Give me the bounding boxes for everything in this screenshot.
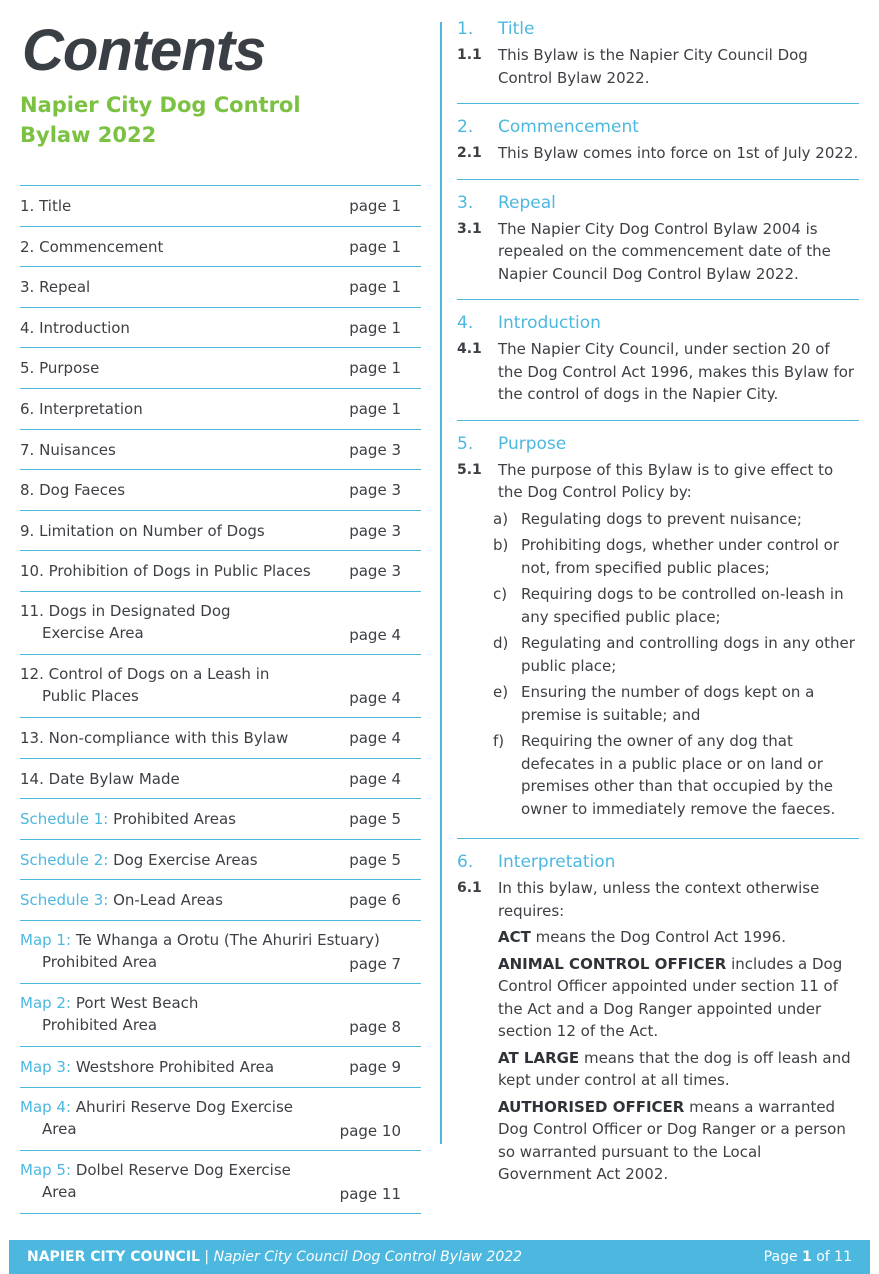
definition-term: AUTHORISED OFFICER [498, 1097, 685, 1116]
toc-entry-label: 11. Dogs in Designated Dog [20, 601, 231, 620]
toc-entry-label-cont: Prohibited Area [42, 953, 158, 972]
footer-doc-title: Napier City Council Dog Control Bylaw 2022 [213, 1249, 523, 1265]
section-heading: Purpose [498, 433, 567, 454]
toc-entry-prefix: Schedule 1: [20, 810, 109, 829]
toc-entry-page: page 4 [349, 625, 401, 644]
toc-entry-prefix: Map 3: [20, 1057, 72, 1076]
toc-entry-label: Map 2: Port West Beach [20, 993, 199, 1012]
toc-entry[interactable] [20, 1151, 421, 1214]
toc-entry-label: 6. Interpretation [20, 399, 143, 418]
contents-header [20, 18, 421, 150]
table-of-contents [20, 185, 421, 1214]
toc-entry-page: page 6 [349, 891, 401, 910]
toc-entry-page: page 7 [349, 954, 401, 973]
toc-entry-label: Schedule 1: Prohibited Areas [20, 810, 236, 829]
toc-entry-number: 8. [20, 481, 35, 500]
page-footer: NAPIER CITY COUNCIL | Napier City Council Dog Control Bylaw 2022 Page 1 of 11 [9, 1240, 870, 1274]
toc-entry-number: 9. [20, 521, 35, 540]
toc-entry[interactable] [20, 551, 421, 592]
toc-entry[interactable] [20, 984, 421, 1047]
toc-entry-label: 1. Title [20, 197, 72, 215]
toc-entry-label: 3. Repeal [20, 278, 91, 297]
toc-entry-label: Map 4: Ahuriri Reserve Dog Exercise [20, 1097, 294, 1116]
toc-entry-page: page 1 [349, 278, 401, 297]
section-commencement: 2. Commencement 2.1 This Bylaw comes into force on 1st of July 2022. [457, 114, 859, 180]
toc-entry[interactable] [20, 880, 421, 921]
toc-entry[interactable] [20, 759, 421, 800]
section-repeal: 3. Repeal 3.1 The Napier City Dog Control Bylaw 2004 is repealed on the commencement date of the Napier Council Dog Control Bylaw 2022. [457, 190, 859, 301]
toc-entry-page: page 1 [349, 359, 401, 378]
bylaw-body [457, 16, 859, 1214]
toc-entry[interactable] [20, 592, 421, 655]
toc-entry-label-cont: Exercise Area [42, 624, 144, 643]
toc-entry[interactable] [20, 470, 421, 511]
toc-entry-number: 10. [20, 562, 44, 581]
toc-entry-label: Map 1: Te Whanga a Orotu (The Ahuriri Estuary) [20, 930, 380, 949]
toc-entry[interactable] [20, 430, 421, 471]
section-heading: Title [498, 19, 535, 39]
page-title: Contents [22, 18, 266, 83]
definition-term: AT LARGE [498, 1048, 580, 1067]
toc-entry-label-cont: Public Places [42, 687, 139, 706]
toc-entry-page: page 1 [349, 318, 401, 337]
toc-entry-label: 12. Control of Dogs on a Leash in [20, 664, 270, 683]
section-purpose: 5. Purpose 5.1 The purpose of this Bylaw is to give effect to the Dog Control Policy by: a) Regulating dogs to prevent nuisance; b) Prohibiting dogs, whether under control or not, from specified public places; c) Requiring dogs to be controlled on-leash in any specified public place; d) Regulating and controlling dogs in any other public place; e) Ensuring the number of dogs kept on a premise is suitable; and f) Requiring the owner of any dog that defecates in a public place or on land or premises other than that occupied by the owner to immediately remove the faeces. [457, 431, 859, 840]
toc-entry-number: 4. [20, 318, 35, 337]
toc-entry-number: 14. [20, 769, 44, 788]
section-interpretation: 6. Interpretation 6.1 In this bylaw, unless the context otherwise requires: ACT means the Dog Control Act 1996. ANIMAL CONTROL OFFICER includes a Dog Control Officer appointed under section 11 of the Act and a Dog Ranger appointed under section 12 of the Act. AT LARGE means that the dog is off leash and kept under control at all times. AUTHORISED OFFICER means a warranted Dog Control Officer or Dog Ranger or a person so warranted pursuant to the Local Government Act 2002. [457, 849, 859, 1204]
toc-entry-page: page 8 [349, 1017, 401, 1036]
toc-entry-number: 13. [20, 728, 44, 747]
toc-entry-page: page 4 [349, 688, 401, 707]
toc-entry-page: page 1 [349, 399, 401, 418]
purpose-item: e) Ensuring the number of dogs kept on a premise is suitable; and [493, 683, 815, 724]
purpose-item: c) Requiring dogs to be controlled on-leash in any specified public place; [493, 585, 844, 626]
purpose-item: d) Regulating and controlling dogs in any other public place; [493, 634, 855, 675]
toc-entry[interactable] [20, 718, 421, 759]
toc-entry-label-cont: Prohibited Area [42, 1016, 158, 1035]
toc-entry[interactable] [20, 799, 421, 840]
purpose-item: f) Requiring the owner of any dog that defecates in a public place or on land or premises other than that occupied by the owner to immediately remove the faeces. [493, 732, 836, 818]
toc-entry-page: page 3 [349, 440, 401, 459]
section-heading: Interpretation [498, 852, 616, 872]
toc-entry-page: page 11 [339, 1184, 401, 1203]
toc-entry-number: 6. [20, 399, 35, 418]
toc-entry-label: Map 5: Dolbel Reserve Dog Exercise [20, 1160, 291, 1179]
toc-entry[interactable] [20, 308, 421, 349]
page-number: Page 1 of 11 [763, 1249, 852, 1265]
toc-entry-label: 13. Non-compliance with this Bylaw [20, 728, 289, 747]
document-subtitle: Napier City Dog Control Bylaw 2022 [20, 93, 301, 147]
toc-entry-label: 10. Prohibition of Dogs in Public Places [20, 562, 311, 581]
purpose-list [493, 508, 859, 821]
toc-entry-prefix: Map 4: [20, 1097, 72, 1116]
toc-entry-number: 12. [20, 664, 44, 683]
toc-entry-page: page 3 [349, 481, 401, 500]
definition-term: ANIMAL CONTROL OFFICER [498, 954, 727, 973]
toc-entry-number: 7. [20, 440, 35, 459]
definition: ACT means the Dog Control Act 1996. [498, 928, 786, 946]
section-title: 1. Title 1.1 This Bylaw is the Napier City Council Dog Control Bylaw 2022. [457, 16, 859, 104]
toc-entry-label: Map 3: Westshore Prohibited Area [20, 1057, 275, 1076]
toc-entry-label: 7. Nuisances [20, 440, 116, 459]
toc-entry-number: 3. [20, 278, 35, 297]
toc-entry-page: page 1 [349, 237, 401, 256]
toc-entry[interactable] [20, 921, 421, 984]
toc-entry-page: page 9 [349, 1057, 401, 1076]
toc-entry-number: 11. [20, 601, 44, 620]
toc-entry[interactable] [20, 348, 421, 389]
toc-entry-label: Schedule 3: On-Lead Areas [20, 891, 223, 910]
toc-entry[interactable] [20, 655, 421, 718]
toc-entry[interactable] [20, 227, 421, 268]
toc-entry-page: page 4 [349, 769, 401, 788]
definition: AT LARGE means that the dog is off leash and kept under control at all times. [498, 1048, 851, 1089]
column-divider [440, 22, 442, 1144]
toc-entry-page: page 4 [349, 728, 401, 747]
toc-entry[interactable] [20, 389, 421, 430]
definitions-list [457, 926, 859, 1186]
toc-entry[interactable] [20, 840, 421, 881]
definition-term: ACT [498, 928, 531, 946]
toc-entry-label-cont: Area [42, 1183, 77, 1201]
section-heading: Introduction [498, 313, 601, 333]
section-heading: Repeal [498, 192, 556, 213]
section-introduction: 4. Introduction 4.1 The Napier City Council, under section 20 of the Dog Control Act 1996, makes this Bylaw for the control of dogs in the Napier City. [457, 310, 859, 421]
purpose-item: a) Regulating dogs to prevent nuisance; [493, 509, 802, 528]
toc-entry[interactable] [20, 1088, 421, 1151]
toc-entry-prefix: Schedule 3: [20, 891, 109, 910]
section-heading: Commencement [498, 117, 639, 137]
toc-entry[interactable] [20, 267, 421, 308]
toc-entry-label: 9. Limitation on Number of Dogs [20, 521, 265, 540]
footer-org: NAPIER CITY COUNCIL [27, 1249, 200, 1265]
toc-entry-page: page 1 [349, 197, 401, 215]
toc-entry-number: 1. [20, 197, 35, 215]
toc-entry-prefix: Map 5: [20, 1160, 72, 1179]
toc-entry-page: page 5 [349, 850, 401, 869]
toc-entry-label: 5. Purpose [20, 359, 100, 378]
toc-entry-number: 2. [20, 237, 35, 256]
toc-entry-prefix: Schedule 2: [20, 850, 109, 869]
toc-entry-page: page 5 [349, 810, 401, 829]
toc-entry-label: 14. Date Bylaw Made [20, 769, 180, 788]
toc-entry-page: page 10 [339, 1121, 401, 1140]
toc-entry[interactable] [20, 186, 421, 227]
toc-entry-prefix: Map 2: [20, 993, 72, 1012]
definition: ANIMAL CONTROL OFFICER includes a Dog Control Officer appointed under section 11 of the Act and a Dog Ranger appointed under section 12 of the Act. [498, 954, 843, 1040]
toc-entry-label: Schedule 2: Dog Exercise Areas [20, 850, 258, 869]
toc-entry-number: 5. [20, 359, 35, 378]
toc-entry-label: 4. Introduction [20, 318, 130, 337]
toc-entry[interactable] [20, 1047, 421, 1088]
toc-entry-label: 8. Dog Faeces [20, 481, 126, 500]
toc-entry[interactable] [20, 511, 421, 552]
toc-entry-page: page 3 [349, 521, 401, 540]
definition: AUTHORISED OFFICER means a warranted Dog Control Officer or Dog Ranger or a person so warranted pursuant to the Local Government Act 2002. [498, 1097, 846, 1183]
toc-entry-prefix: Map 1: [20, 930, 72, 949]
toc-entry-label: 2. Commencement [20, 237, 164, 256]
toc-entry-label-cont: Area [42, 1120, 77, 1138]
purpose-item: b) Prohibiting dogs, whether under control or not, from specified public places; [493, 536, 839, 577]
toc-entry-page: page 3 [349, 562, 401, 581]
